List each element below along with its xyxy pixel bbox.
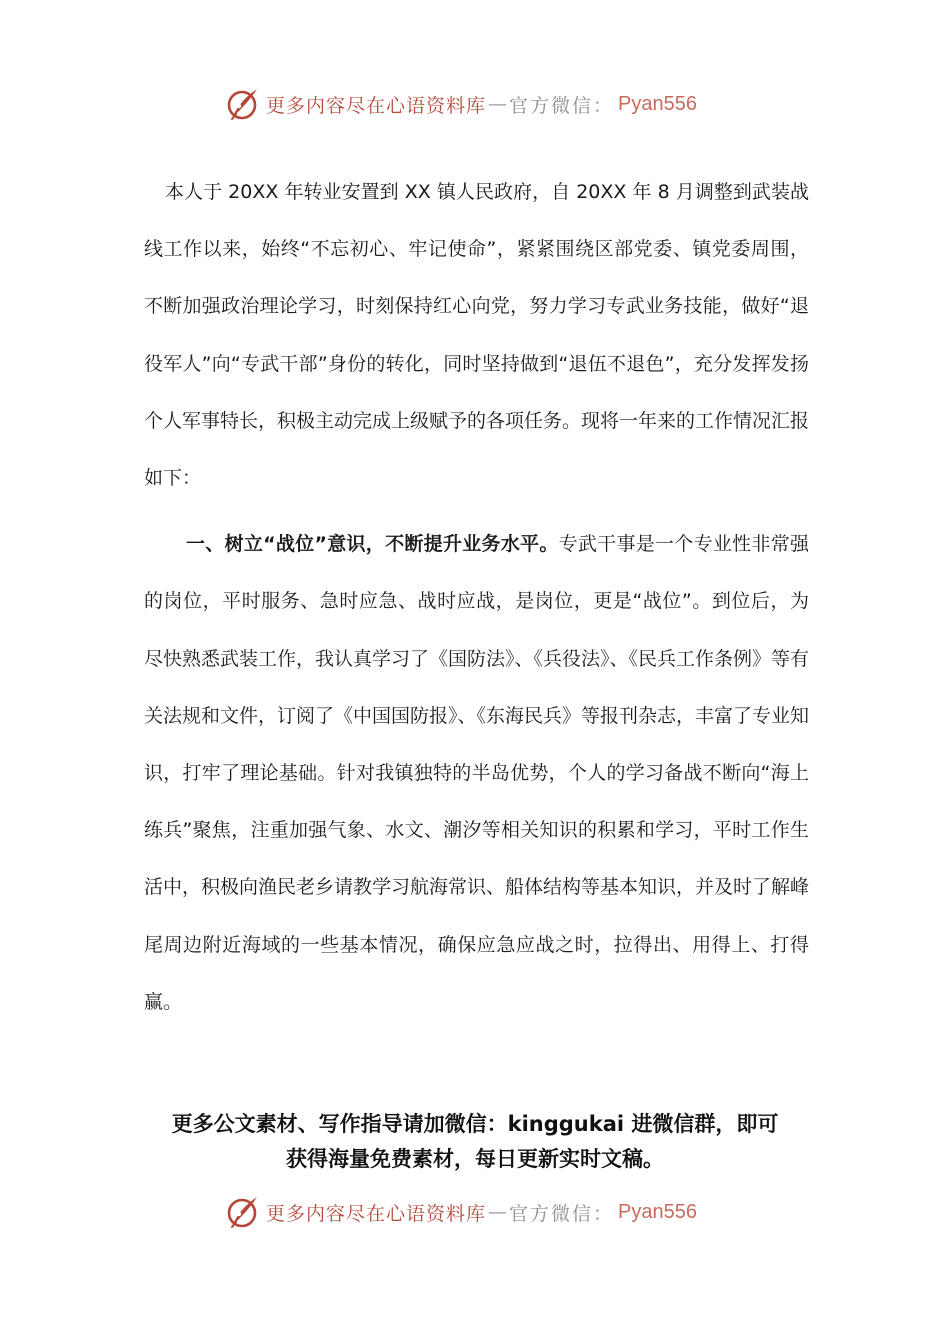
header-watermark [224,84,697,124]
section-1-heading: 一、树立“战位”意识，不断提升业务水平。 [186,533,559,556]
watermark-label: 官方微信： [509,94,615,117]
watermark-dash: — [488,93,508,115]
footer-promo [120,1107,830,1177]
watermark-label: 官方微信： [509,1202,615,1225]
watermark-wechat-id: Pyan556 [618,92,697,115]
quill-pen-icon [224,86,260,122]
footer-watermark [224,1192,697,1232]
intro-paragraph: 本人于 20XX 年转业安置到 XX 镇人民政府，自 20XX 年 8 月调整到武装战线工作以来，始终“不忘初心、牢记使命”，紧紧围绕区部党委、镇党委周围，不断加强政治理论学习，时刻保持红心向党，努力学习专武业务技能，做好“退役军人”向“专武干部”身份的转化，同时坚持做到“退伍不退色”，充分发挥发扬个人军事特长，积极主动完成上级赋予的各项任务。现将一年来的工作情况汇报如下： [144,181,810,490]
footer-line-1: 更多公文素材、写作指导请加微信：kinggukai 进微信群，即可 [171,1112,779,1136]
section-1-body: 专武干事是一个专业性非常强的岗位，平时服务、急时应急、战时应战，是岗位，更是“战位”。到位后，为尽快熟悉武装工作，我认真学习了《国防法》、《兵役法》、《民兵工作条例》等有关法规和文件，订阅了《中国国防报》、《东海民兵》等报刊杂志，丰富了专业知识，打牢了理论基础。针对我镇独特的半岛优势，个人的学习备战不断向“海上练兵”聚焦，注重加强气象、水文、潮汐等相关知识的积累和学习，平时工作生活中，积极向渔民老乡请教学习航海常识、船体结构等基本知识，并及时了解峰尾周边附近海域的一些基本情况，确保应急应战之时，拉得出、用得上、打得赢。 [144,533,810,1013]
quill-pen-icon [224,1194,260,1230]
watermark-wechat-id: Pyan556 [618,1200,697,1223]
watermark-brand: 更多内容尽在心语资料库 [266,94,487,117]
document-body [144,164,809,1031]
watermark-dash: — [488,1201,508,1223]
footer-line-2: 获得海量免费素材，每日更新实时文稿。 [286,1147,664,1171]
section-1-paragraph [144,516,809,1031]
watermark-brand: 更多内容尽在心语资料库 [266,1202,487,1225]
